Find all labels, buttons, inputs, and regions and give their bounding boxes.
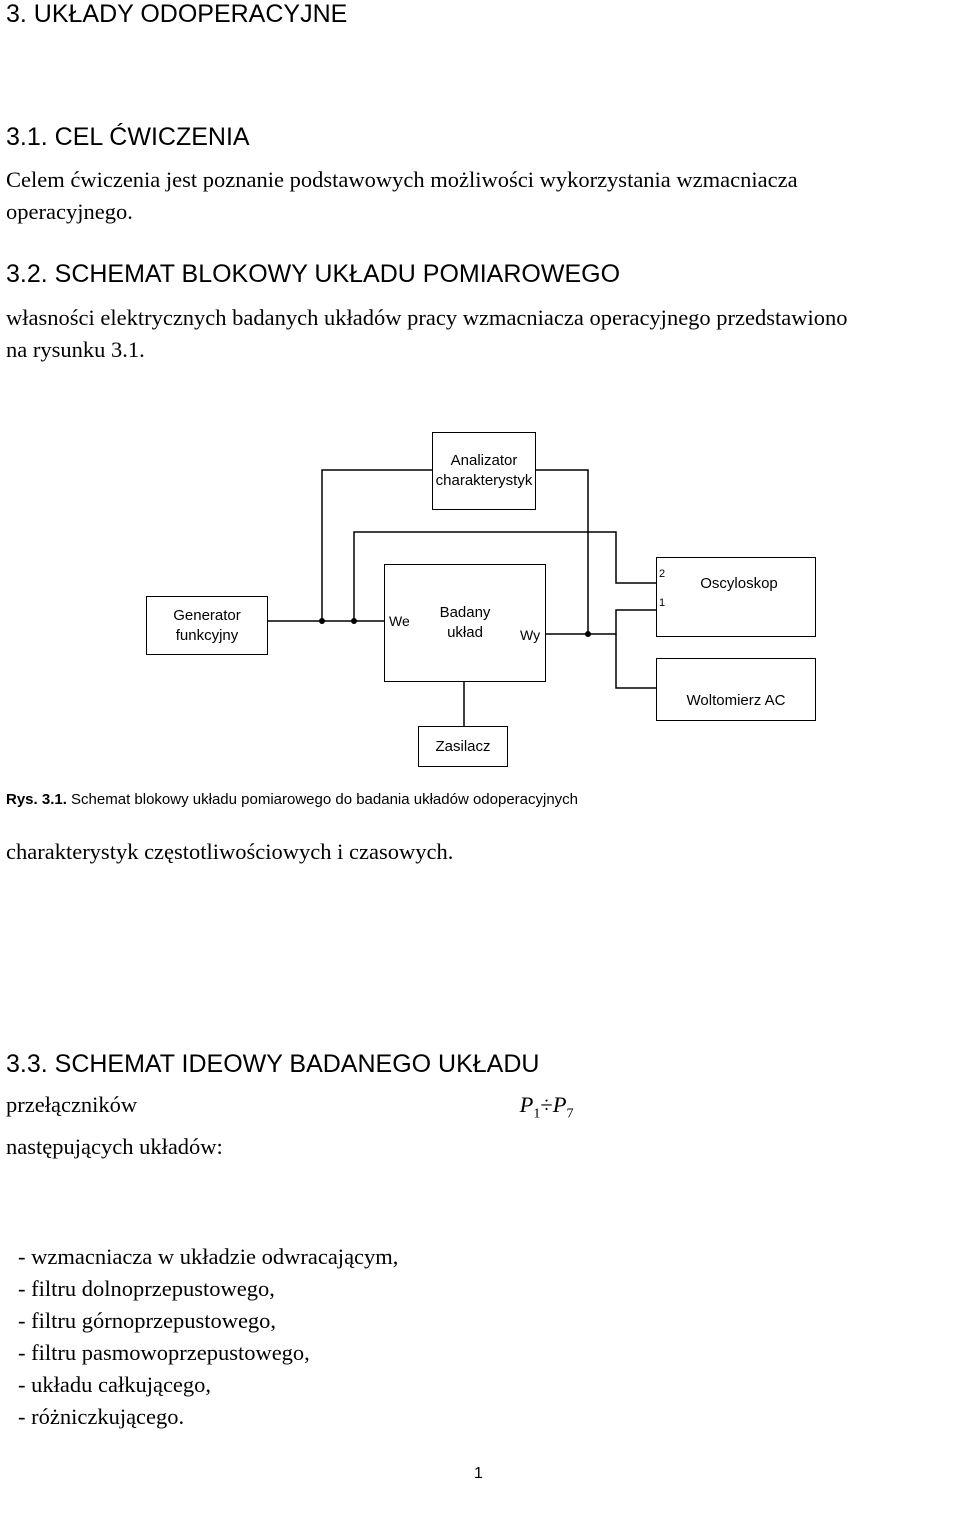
list-item: - różniczkującego. [18,1404,185,1429]
output-label: Wy [520,627,541,643]
list-item: - układu całkującego, [18,1372,212,1397]
junction-dot [319,618,325,624]
list-item: - filtru górnoprzepustowego, [18,1308,277,1333]
scope-box: Oscyloskop [656,557,816,637]
voltmeter-box: Woltomierz AC [656,658,816,721]
psu-box: Zasilacz [418,726,508,767]
section-3-2-text: własności elektrycznych badanych układów pracy wzmacniacza operacyjnego przedstawiono na rysunku 3.1. [6,305,848,362]
section-3-1-title: 3.1. CEL ĆWICZENIA [6,123,250,151]
circuit-list [18,1241,398,1433]
scope-channel-2-label: 2 [659,568,666,580]
dut-box: Badany układ [384,564,546,682]
wire-output-to-scope-ch1 [546,610,656,634]
list-item: - wzmacniacza w układzie odwracającym, [18,1244,399,1269]
description-paragraph: charakterystyk częstotliwościowych i czasowych. [6,839,454,864]
figure-caption: Rys. 3.1. Schemat blokowy układu pomiarowego do badania układów odoperacyjnych [6,791,579,808]
input-label: We [389,613,410,629]
section-3-2-title: 3.2. SCHEMAT BLOKOWY UKŁADU POMIAROWEGO [6,260,621,288]
generator-box: Generator funkcyjny [146,596,268,655]
section-3-3-text: przełączników $P_1\div P_7$ następujących układów: [6,1089,956,1163]
junction-dot [351,618,357,624]
list-item: - filtru pasmowoprzepustowego, [18,1340,310,1365]
analyzer-box: Analizator charakterystyk [432,432,536,510]
chapter-title: 3. UKŁADY ODOPERACYJNE [6,0,348,28]
section-3-3-title: 3.3. SCHEMAT IDEOWY BADANEGO UKŁADU [6,1050,540,1078]
block-diagram [0,420,960,780]
wire-output-to-voltmeter [616,634,656,688]
switch-range: $P_1\div P_7$ [519,1092,574,1122]
junction-dot [585,631,591,637]
page-number: 1 [474,1465,483,1482]
section-3-1-text: Celem ćwiczenia jest poznanie podstawowych możliwości wykorzystania wzmacniacza operacyjnego. [6,167,798,224]
justified-line: przełączników $P_1\div P_7$ [6,1089,956,1131]
list-item: - filtru dolnoprzepustowego, [18,1276,275,1301]
scope-channel-1-label: 1 [659,597,666,609]
